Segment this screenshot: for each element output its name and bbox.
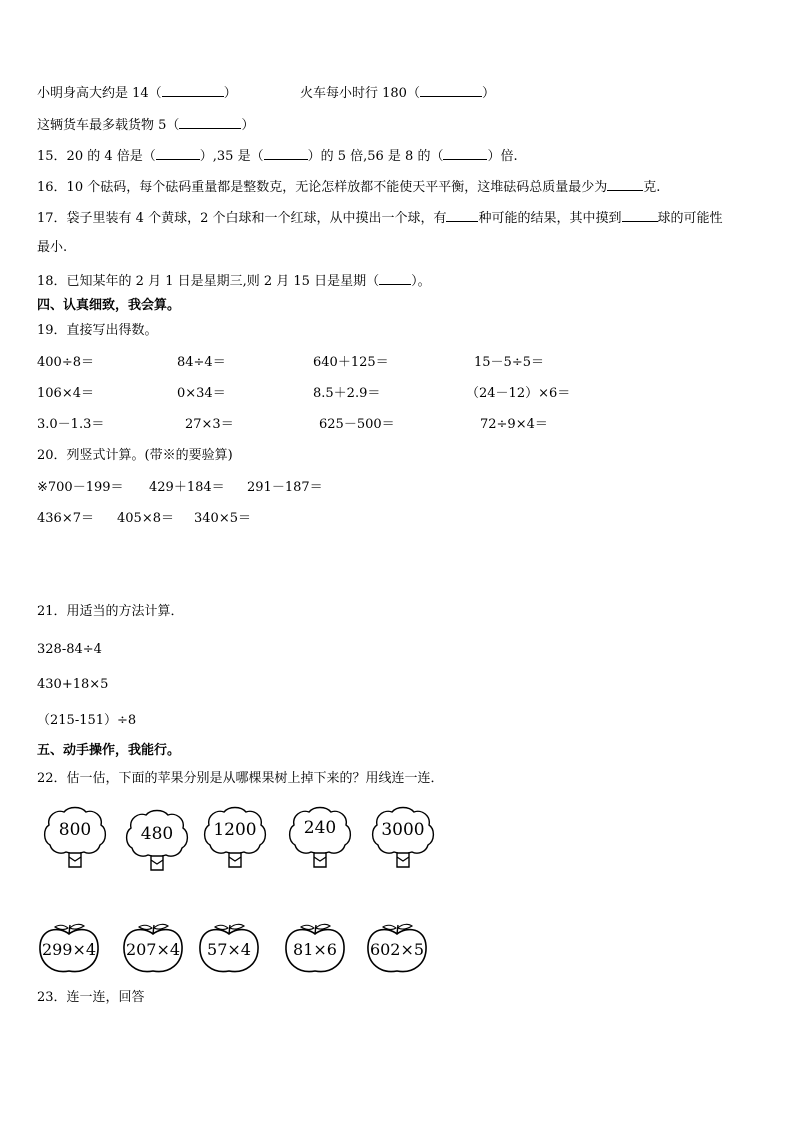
apple-207x4[interactable]: [121, 922, 185, 980]
apple-expression: 57×4: [207, 940, 251, 959]
apple-expression: 602×5: [369, 940, 425, 959]
calc-19-r3c1: 3.0－1.3＝: [37, 417, 105, 432]
tree-value: 240: [303, 818, 337, 838]
question-19: 19．直接写出得数。: [37, 323, 158, 338]
answer-blank[interactable]: [446, 209, 478, 222]
tree-800[interactable]: [42, 805, 108, 875]
tree-value: 3000: [381, 820, 425, 840]
calc-20-r2c3: 340×5＝: [194, 511, 251, 526]
answer-blank[interactable]: [622, 209, 658, 222]
line-truck-load: 这辆货车最多载货物 5（ ）: [37, 118, 255, 133]
tree-value: 480: [140, 824, 174, 844]
apple-81x6[interactable]: [283, 922, 347, 980]
question-18: 18．已知某年的 2 月 1 日是星期三,则 2 月 15 日是星期（ ）。: [37, 274, 431, 289]
calc-19-r2c2: 0×34＝: [177, 386, 226, 401]
question-21: 21．用适当的方法计算．: [37, 604, 184, 619]
question-20: 20．列竖式计算。(带※的要验算): [37, 448, 233, 463]
answer-blank[interactable]: [379, 272, 411, 285]
apple-57x4[interactable]: [197, 922, 261, 980]
question-17: 17．袋子里装有 4 个黄球，2 个白球和一个红球，从中摸出一个球，有 种可能的结果，其中摸到 球的可能性: [37, 211, 723, 226]
calc-20-r2c2: 405×8＝: [117, 511, 174, 526]
calc-19-r1c3: 640＋125＝: [313, 355, 389, 370]
tree-value: 1200: [213, 820, 257, 840]
calc-21-item-3: （215-151）÷8: [37, 713, 137, 728]
answer-blank[interactable]: [264, 147, 308, 160]
calc-19-r1c1: 400÷8＝: [37, 355, 94, 370]
section-5-heading: 五、动手操作，我能行。: [37, 743, 181, 758]
tree-240[interactable]: [287, 805, 353, 875]
apple-299x4[interactable]: [37, 922, 101, 980]
calc-19-r2c3: 8.5＋2.9＝: [313, 386, 381, 401]
calc-20-r1c2: 429＋184＝: [149, 480, 225, 495]
question-22: 22．估一估，下面的苹果分别是从哪棵果树上掉下来的？用线连一连．: [37, 771, 444, 786]
calc-19-r3c2: 27×3＝: [185, 417, 234, 432]
calc-19-r2c1: 106×4＝: [37, 386, 94, 401]
calc-20-r1c3: 291－187＝: [247, 480, 323, 495]
calc-19-r2c4: （24－12）×6＝: [466, 386, 571, 401]
calc-19-r3c4: 72÷9×4＝: [480, 417, 548, 432]
answer-blank[interactable]: [443, 147, 487, 160]
tree-icon: [287, 805, 353, 871]
calc-19-r1c4: 15－5÷5＝: [474, 355, 544, 370]
answer-blank[interactable]: [179, 116, 241, 129]
question-23: 23．连一连，回答: [37, 990, 145, 1005]
tree-1200[interactable]: [202, 805, 268, 875]
calc-20-r2c1: 436×7＝: [37, 511, 94, 526]
calc-21-item-2: 430+18×5: [37, 677, 109, 692]
calc-21-item-1: 328-84÷4: [37, 642, 102, 657]
answer-blank[interactable]: [420, 84, 482, 97]
section-4-heading: 四、认真细致，我会算。: [37, 298, 181, 313]
apple-expression: 207×4: [125, 940, 181, 959]
answer-blank[interactable]: [607, 178, 643, 191]
line-height-estimate: 小明身高大约是 14（ ）: [37, 86, 237, 101]
question-16: 16．10 个砝码，每个砝码重量都是整数克，无论怎样放都不能使天平平衡，这堆砝码总质量最少为 克.: [37, 180, 661, 195]
calc-19-r3c3: 625－500＝: [319, 417, 395, 432]
tree-3000[interactable]: [370, 805, 436, 875]
tree-480[interactable]: [124, 808, 190, 878]
calc-19-r1c2: 84÷4＝: [177, 355, 226, 370]
calc-20-r1c1: ※700－199＝: [37, 480, 124, 495]
question-15: 15．20 的 4 倍是（ ）,35 是（ ）的 5 倍,56 是 8 的（ ）倍.: [37, 149, 518, 164]
tree-value: 800: [58, 820, 92, 840]
line-train-speed: 火车每小时行 180（ ）: [300, 86, 495, 101]
answer-blank[interactable]: [156, 147, 200, 160]
apple-expression: 299×4: [41, 940, 97, 959]
apple-602x5[interactable]: [365, 922, 429, 980]
apple-expression: 81×6: [293, 940, 337, 959]
question-17-continued: 最小.: [37, 240, 68, 255]
answer-blank[interactable]: [162, 84, 224, 97]
